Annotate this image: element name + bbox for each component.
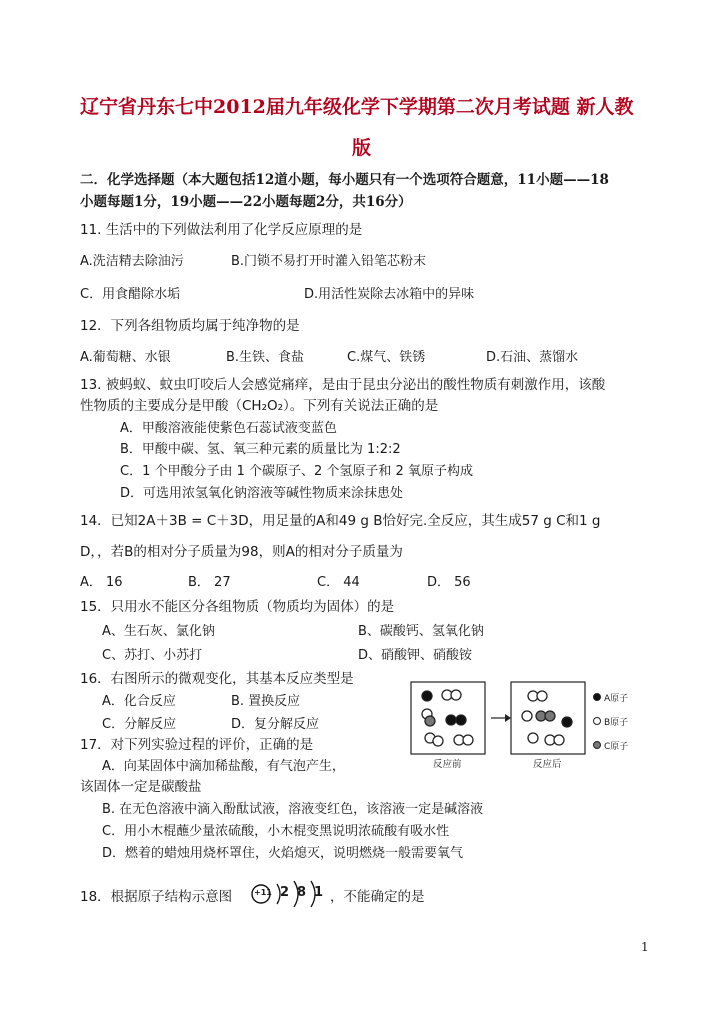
question-17-stem: 17．对下列实验过程的评价，正确的是: [80, 737, 314, 753]
page-number: 1: [641, 940, 649, 954]
q13-option-d: D．可选用浓氢氧化钠溶液等碱性物质来涂抹患处: [120, 486, 404, 501]
before-particles: [422, 690, 473, 746]
shell-1-electrons: 2: [280, 885, 290, 900]
q16-option-c: C．分解反应: [102, 717, 177, 732]
q15-option-d: D、硝酸钾、硝酸铵: [358, 648, 473, 663]
q17-option-a: A．向某固体中滴加稀盐酸，有气泡产生，: [102, 759, 345, 774]
question-15-stem: 15．只用水不能区分各组物质（物质均为固体）的是: [80, 599, 395, 615]
q12-option-a: A.葡萄糖、水银: [80, 350, 171, 365]
arrow-head: [505, 714, 511, 722]
q12-option-c: C.煤气、铁锈: [347, 350, 426, 365]
reaction-figure: [405, 678, 645, 770]
q17-option-a-cont: 该固体一定是碳酸盐: [80, 779, 202, 795]
q17-option-d: D．燃着的蜡烛用烧杯罩住，火焰熄灭，说明燃烧一般需要氧气: [102, 846, 464, 861]
question-12-stem: 12．下列各组物质均属于纯净物的是: [80, 318, 300, 334]
question-11-stem: 11. 生活中的下列做法利用了化学反应原理的是: [80, 222, 363, 238]
question-14-stem: 14．已知2A＋3B = C＋3D，用足量的A和49 g B恰好完.全反应，其生成57 g C和1 g: [80, 513, 601, 529]
question-16-stem: 16．右图所示的微观变化，其基本反应类型是: [80, 671, 354, 687]
q17-option-b: B. 在无色溶液中滴入酚酞试液，溶液变红色，该溶液一定是碱溶液: [102, 802, 484, 817]
atom-b: [463, 735, 473, 745]
legend-c-icon: [593, 741, 601, 749]
q15-option-b: B、碳酸钙、氢氧化钠: [358, 624, 484, 639]
caption-after: 反应后: [533, 759, 562, 770]
legend-b-icon: [593, 717, 601, 725]
shell-3-electrons: 1: [314, 885, 324, 900]
q16-option-d: D．复分解反应: [231, 717, 320, 732]
atom-b: [451, 690, 461, 700]
question-13-stem: 13. 被蚂蚁、蚊虫叮咬后人会感觉痛痒，是由于昆虫分泌出的酸性物质有刺激作用，该酸: [80, 377, 606, 393]
q15-option-c: C、苏打、小苏打: [102, 648, 203, 663]
atom-b: [433, 736, 443, 746]
atom-a: [446, 715, 456, 725]
q15-option-a: A、生石灰、氯化钠: [102, 624, 215, 639]
q16-option-a: A．化合反应: [102, 694, 176, 709]
after-particles: [522, 691, 572, 745]
q14-option-c: C． 44: [317, 575, 360, 590]
q14-option-b: B． 27: [188, 575, 231, 590]
q11-option-c: C．用食醋除水垢: [80, 287, 181, 302]
legend-a-icon: [593, 693, 601, 701]
q11-option-b: B.门锁不易打开时灌入铅笔芯粉末: [231, 254, 427, 269]
shell-2-electrons: 8: [297, 885, 307, 900]
q17-option-c: C．用小木棍蘸少量浓硫酸，小木棍变黑说明浓硫酸有吸水性: [102, 824, 450, 839]
section-heading-cont: 小题每题1分，19小题——22小题每题2分，共16分）: [80, 194, 412, 210]
q13-option-b: B．甲酸中碳、氢、氧三种元素的质量比为 1:2:2: [120, 442, 401, 457]
atom-b: [554, 735, 564, 745]
question-14-stem-cont: D，，若B的相对分子质量为98，则A的相对分子质量为: [80, 544, 403, 560]
legend-a-label: A原子: [604, 694, 629, 704]
atom-b: [537, 691, 547, 701]
q11-option-d: D.用活性炭除去冰箱中的异味: [304, 287, 475, 302]
question-18-stem: 18．根据原子结构示意图: [80, 889, 233, 905]
question-18-stem-suffix: ，不能确定的是: [330, 889, 425, 905]
atom-a: [562, 717, 572, 727]
nucleus-charge: +11: [254, 888, 272, 897]
q11-option-a: A.洗洁精去除油污: [80, 254, 184, 269]
q12-option-d: D.石油、蒸馏水: [486, 350, 579, 365]
page-title-continuation: 版: [352, 137, 372, 159]
page-title: 辽宁省丹东七中2012届九年级化学下学期第二次月考试题 新人教: [80, 96, 634, 118]
legend-b-label: B原子: [604, 718, 629, 728]
atom-b: [528, 733, 538, 743]
section-heading: 二．化学选择题（本大题包括12道小题，每小题只有一个选项符合题意，11小题——18: [80, 172, 609, 188]
atom-c: [545, 711, 555, 721]
question-13-stem-cont: 性物质的主要成分是甲酸（CH₂O₂）。下列有关说法正确的是: [80, 398, 439, 414]
caption-before: 反应前: [433, 759, 462, 770]
legend: [593, 686, 628, 753]
q13-option-a: A．甲酸溶液能使紫色石蕊试液变蓝色: [120, 421, 337, 436]
q16-option-b: B. 置换反应: [231, 694, 301, 709]
atom-c: [425, 716, 435, 726]
atom-b: [522, 711, 532, 721]
atom-a: [422, 691, 432, 701]
atom-a: [456, 715, 466, 725]
legend-c-label: C原子: [604, 742, 629, 752]
q12-option-b: B.生铁、食盐: [226, 350, 305, 365]
q14-option-a: A． 16: [80, 575, 123, 590]
q13-option-c: C．1 个甲酸分子由 1 个碳原子、2 个氢原子和 2 氧原子构成: [120, 464, 473, 479]
q14-option-d: D． 56: [427, 575, 471, 590]
atomic-structure-diagram: [250, 878, 325, 910]
